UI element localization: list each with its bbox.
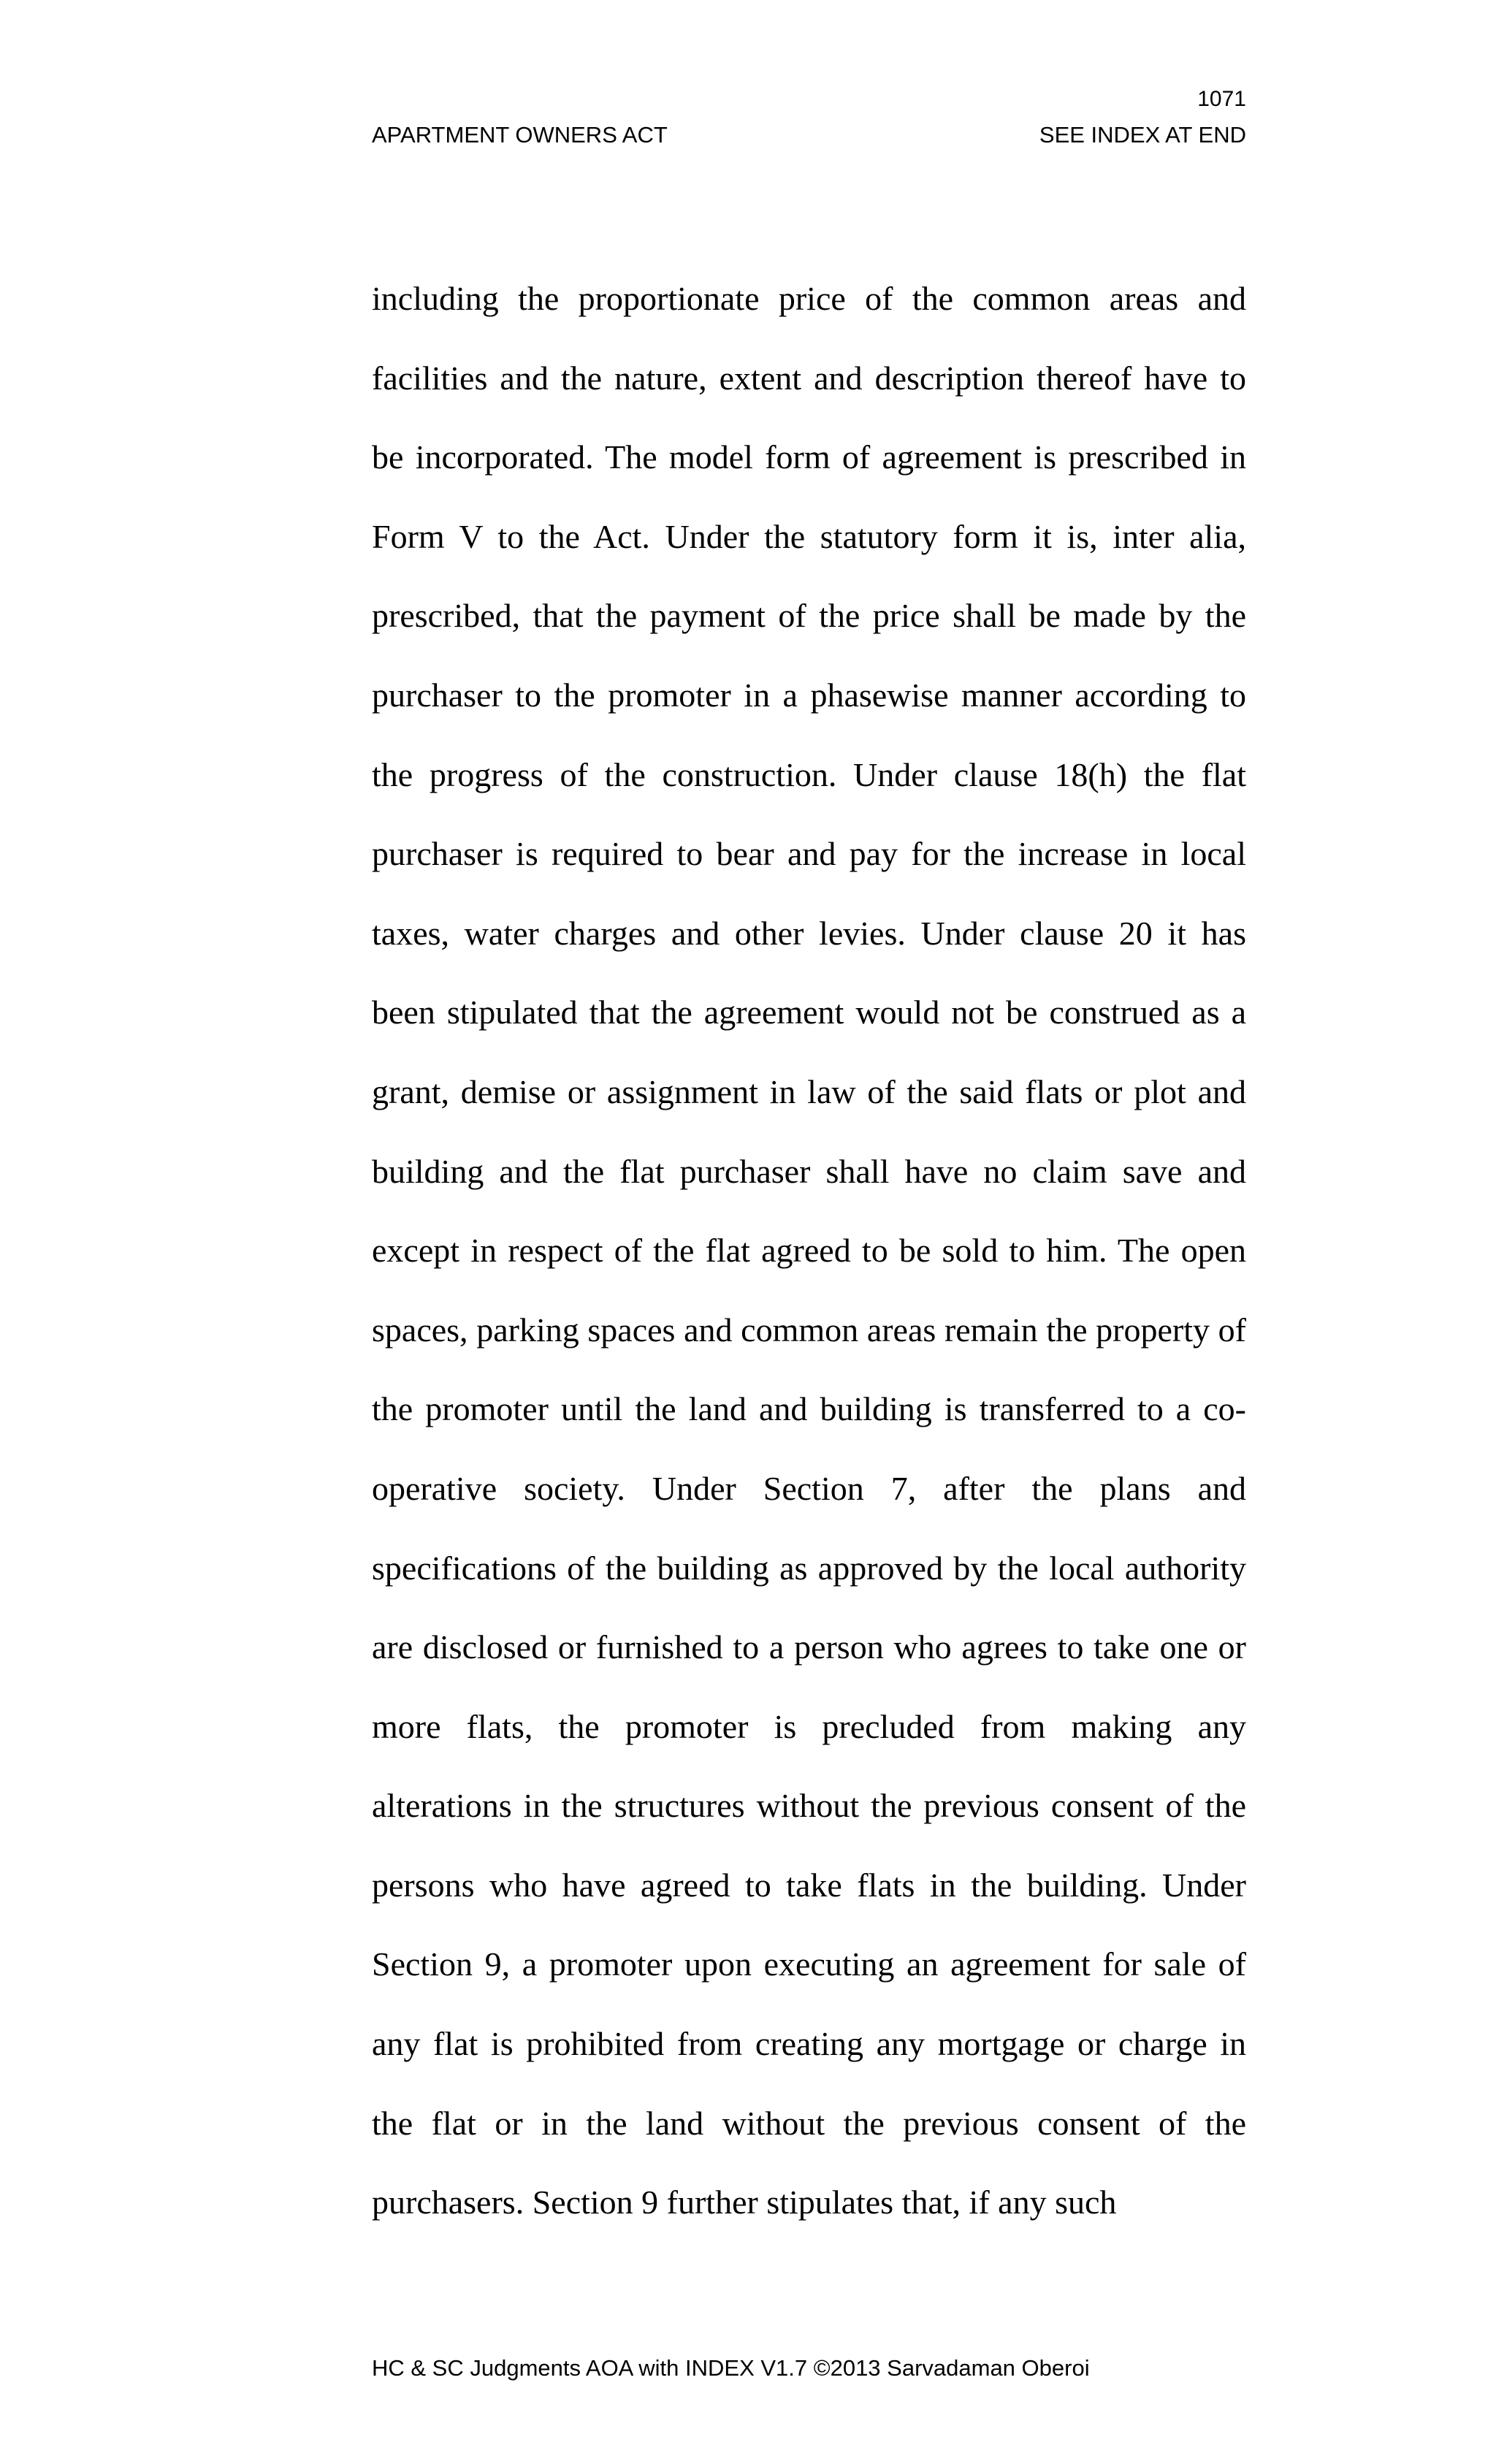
page-number: 1071 bbox=[1197, 87, 1246, 111]
running-head-index-note: SEE INDEX AT END bbox=[1039, 122, 1246, 148]
page-footer: HC & SC Judgments AOA with INDEX V1.7 ©2013 Sarvadaman Oberoi bbox=[372, 2355, 1090, 2381]
running-head-title: APARTMENT OWNERS ACT bbox=[372, 122, 668, 148]
body-paragraph: including the proportionate price of the common areas and facilities and the nature, extent and description thereof have to be incorporated. The model form of agreement is prescribed in Form V to the Act. Under the statutory form it is, inter alia, prescribed, that the payment of the price shall be made by the purchaser to the promoter in a phasewise manner according to the progress of the construction. Under clause 18(h) the flat purchaser is required to bear and pay for the increase in local taxes, water charges and other levies. Under clause 20 it has been stipulated that the agreement would not be construed as a grant, demise or assignment in law of the said flats or plot and building and the flat purchaser shall have no claim save and except in respect of the flat agreed to be sold to him. The open spaces, parking spaces and common areas remain the property of the promoter until the land and building is transferred to a co-operative society. Under Section 7, after the plans and specifications of the building as approved by the local authority are disclosed or furnished to a person who agrees to take one or more flats, the promoter is precluded from making any alterations in the structures without the previous consent of the persons who have agreed to take flats in the building. Under Section 9, a promoter upon executing an agreement for sale of any flat is prohibited from creating any mortgage or charge in the flat or in the land without the previous consent of the purchasers. Section 9 further stipulates that, if any such bbox=[372, 280, 1246, 2221]
